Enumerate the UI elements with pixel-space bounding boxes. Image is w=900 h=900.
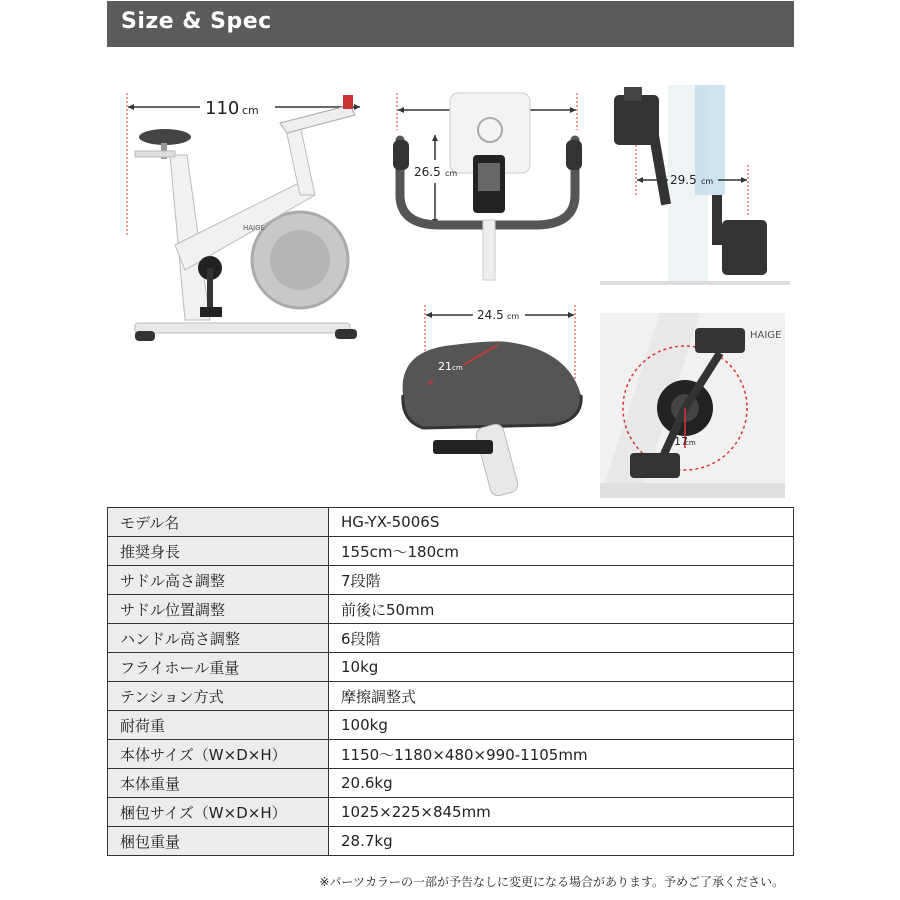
- spec-value: 摩擦調整式: [329, 682, 794, 711]
- pedals-photo: [600, 85, 790, 285]
- saddle-length-unit: cm: [452, 364, 463, 372]
- saddle-width-unit: cm: [507, 312, 520, 321]
- spec-value: 1025×225×845mm: [329, 798, 794, 827]
- spec-value: 10kg: [329, 653, 794, 682]
- spec-row: [108, 769, 794, 798]
- pedal-span-unit: cm: [701, 177, 714, 186]
- spec-label: テンション方式: [108, 682, 329, 711]
- spec-table-body: [108, 508, 794, 856]
- spec-row: [108, 740, 794, 769]
- spec-label: サドル高さ調整: [108, 566, 329, 595]
- spec-label: モデル名: [108, 508, 329, 537]
- spec-label: 本体重量: [108, 769, 329, 798]
- pedal-span-value: 29.5: [670, 173, 697, 187]
- spec-value: 28.7kg: [329, 827, 794, 856]
- saddle-length-value: 21: [438, 360, 452, 373]
- spec-row: [108, 508, 794, 537]
- spec-value: 7段階: [329, 566, 794, 595]
- spec-row: [108, 566, 794, 595]
- crank-length-value: 17: [674, 435, 688, 448]
- spec-value: HG-YX-5006S: [329, 508, 794, 537]
- length-value: 110: [205, 98, 240, 119]
- handle-height-unit: cm: [445, 169, 458, 178]
- spec-value: 前後に50mm: [329, 595, 794, 624]
- brand-mark-crank: HAIGE: [750, 330, 782, 341]
- spec-row: [108, 653, 794, 682]
- bike-side-photo: [115, 85, 390, 350]
- saddle-photo: [393, 300, 593, 500]
- spec-value: 1150～1180×480×990-1105mm: [329, 740, 794, 769]
- length-unit: cm: [242, 104, 259, 117]
- crank-photo: [600, 313, 785, 498]
- spec-value: 155cm～180cm: [329, 537, 794, 566]
- spec-row: [108, 537, 794, 566]
- spec-row: [108, 827, 794, 856]
- saddle-width-value: 24.5: [477, 308, 504, 322]
- spec-row: [108, 624, 794, 653]
- spec-label: 梱包サイズ（W×D×H）: [108, 798, 329, 827]
- spec-value: 20.6kg: [329, 769, 794, 798]
- spec-row: [108, 595, 794, 624]
- crank-length-unit: cm: [685, 439, 696, 447]
- spec-row: [108, 798, 794, 827]
- spec-label: 梱包重量: [108, 827, 329, 856]
- footnote: ※パーツカラーの一部が予告なしに変更になる場合があります。予めご了承ください。: [319, 875, 784, 889]
- spec-label: サドル位置調整: [108, 595, 329, 624]
- spec-value: 6段階: [329, 624, 794, 653]
- spec-table: [107, 507, 794, 856]
- spec-label: 本体サイズ（W×D×H）: [108, 740, 329, 769]
- spec-row: [108, 711, 794, 740]
- spec-label: ハンドル高さ調整: [108, 624, 329, 653]
- handle-height-value: 26.5: [414, 165, 441, 179]
- brand-mark: HAIGE: [243, 224, 265, 232]
- handlebar-front-photo: [385, 85, 590, 285]
- spec-label: 耐荷重: [108, 711, 329, 740]
- spec-label: フライホール重量: [108, 653, 329, 682]
- spec-label: 推奨身長: [108, 537, 329, 566]
- section-header: [107, 1, 794, 47]
- spec-row: [108, 682, 794, 711]
- section-title: Size & Spec: [121, 9, 272, 34]
- spec-value: 100kg: [329, 711, 794, 740]
